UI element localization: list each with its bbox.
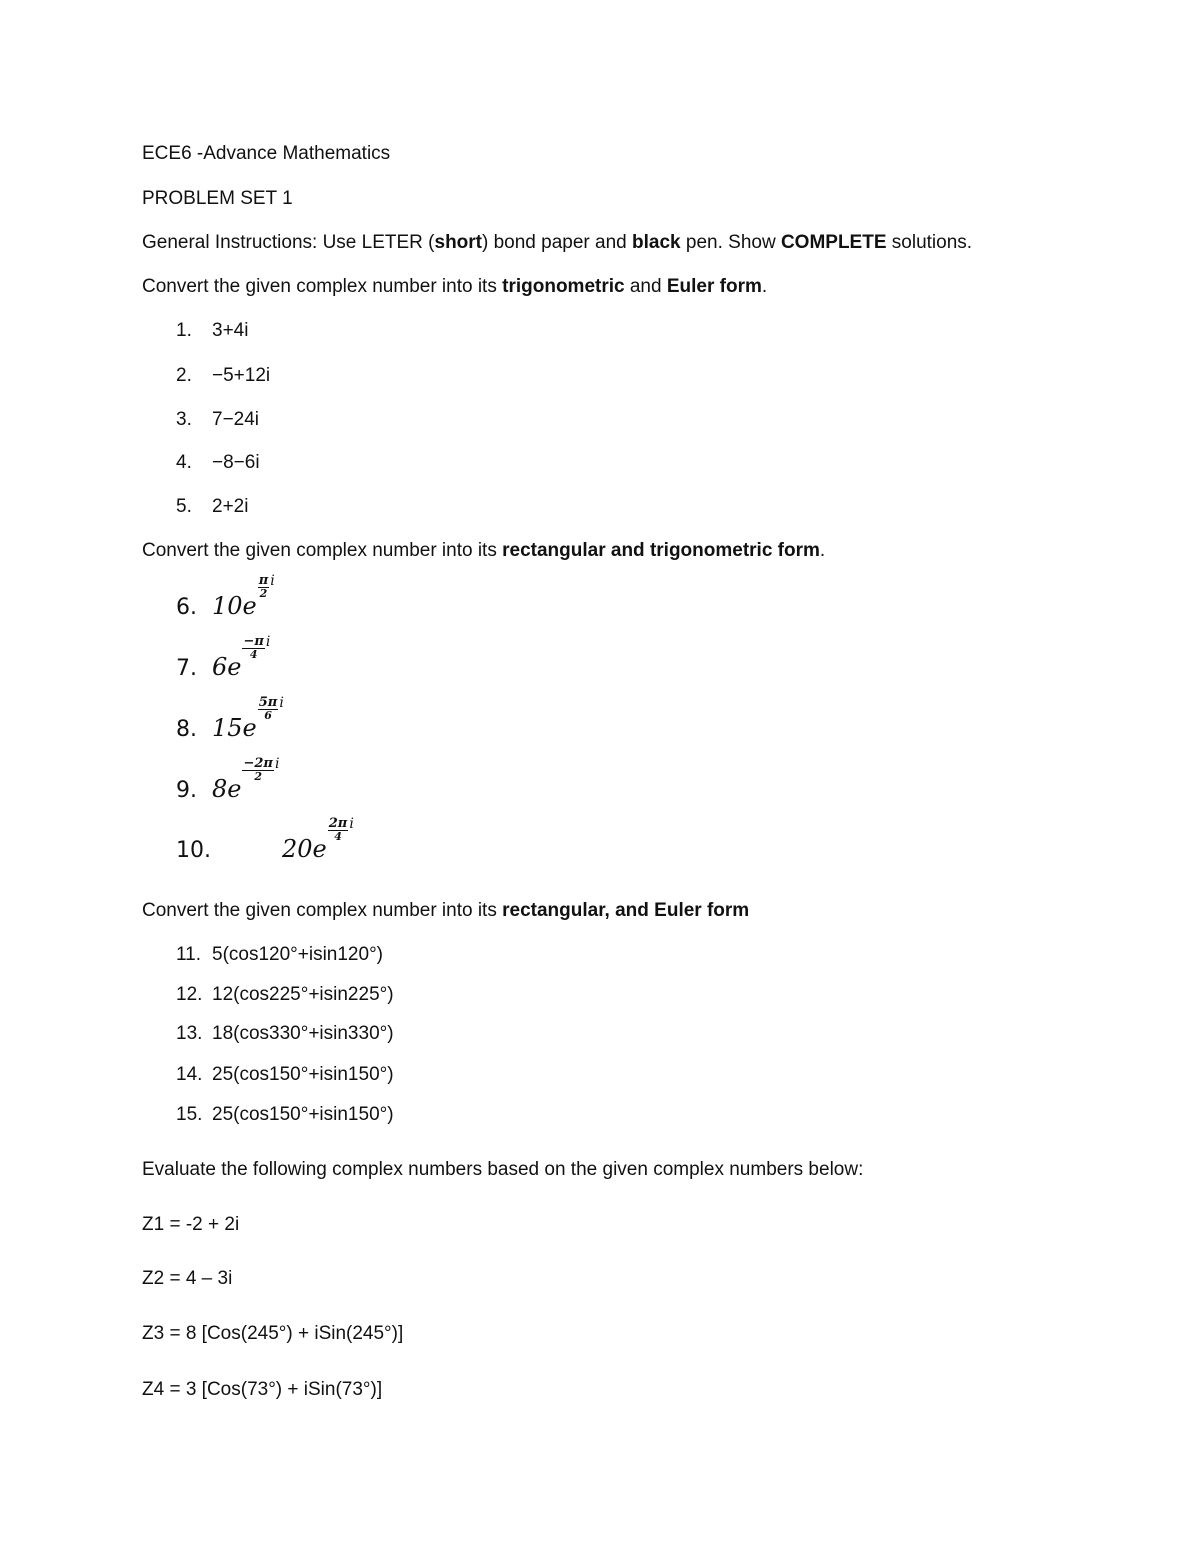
list-item: 2. −5+12i <box>176 365 271 386</box>
euler-item: 7. 6e $\frac{-\pi}{4}$ i <box>176 634 271 681</box>
exponent: $\frac{-\pi}{4}$ i <box>243 634 271 661</box>
euler-item: 6. 10e $\frac{\pi}{2}$ i <box>176 573 275 620</box>
euler-item: 9. 8e $\frac{-2\pi}{2}$ i <box>176 756 280 803</box>
course-title: ECE6 -Advance Mathematics <box>142 143 391 164</box>
section3-heading: Convert the given complex number into its rectangular, and Euler form <box>142 900 750 921</box>
euler-item: 8. 15e $\frac{5\pi}{6}$ i <box>176 695 284 742</box>
exponent: $\frac{\pi}{2}$ i <box>258 573 275 600</box>
list-item: 3. 7−24i <box>176 409 260 430</box>
given-z4: Z4 = 3 [Cos(73°) + iSin(73°)] <box>142 1379 383 1400</box>
list-item: 15. 25(cos150°+isin150°) <box>176 1104 394 1125</box>
list-item: 5. 2+2i <box>176 496 249 517</box>
given-z3: Z3 = 8 [Cos(245°) + iSin(245°)] <box>142 1323 404 1344</box>
section1-heading: Convert the given complex number into its trigonometric and Euler form. <box>142 276 768 297</box>
list-item: 13. 18(cos330°+isin330°) <box>176 1023 394 1044</box>
section4-heading: Evaluate the following complex numbers based on the given complex numbers below: <box>142 1159 864 1180</box>
exponent: $\frac{-2\pi}{2}$ i <box>243 756 280 783</box>
section2-heading: Convert the given complex number into its rectangular and trigonometric form. <box>142 540 826 561</box>
given-z1: Z1 = -2 + 2i <box>142 1214 240 1235</box>
exponent: $\frac{5\pi}{6}$ i <box>258 695 284 722</box>
exponent: $\frac{2\pi}{4}$ i <box>328 816 354 843</box>
problem-set-title: PROBLEM SET 1 <box>142 188 293 209</box>
list-item: 1. 3+4i <box>176 320 249 341</box>
list-item: 14. 25(cos150°+isin150°) <box>176 1064 394 1085</box>
list-item: 4. −8−6i <box>176 452 260 473</box>
list-item: 12. 12(cos225°+isin225°) <box>176 984 394 1005</box>
euler-item: 10. 20e $\frac{2\pi}{4}$ i <box>176 816 354 863</box>
list-item: 11. 5(cos120°+isin120°) <box>176 944 383 965</box>
given-z2: Z2 = 4 – 3i <box>142 1268 233 1289</box>
general-instructions: General Instructions: Use LETER (short) bond paper and black pen. Show COMPLETE solutions. <box>142 232 973 253</box>
